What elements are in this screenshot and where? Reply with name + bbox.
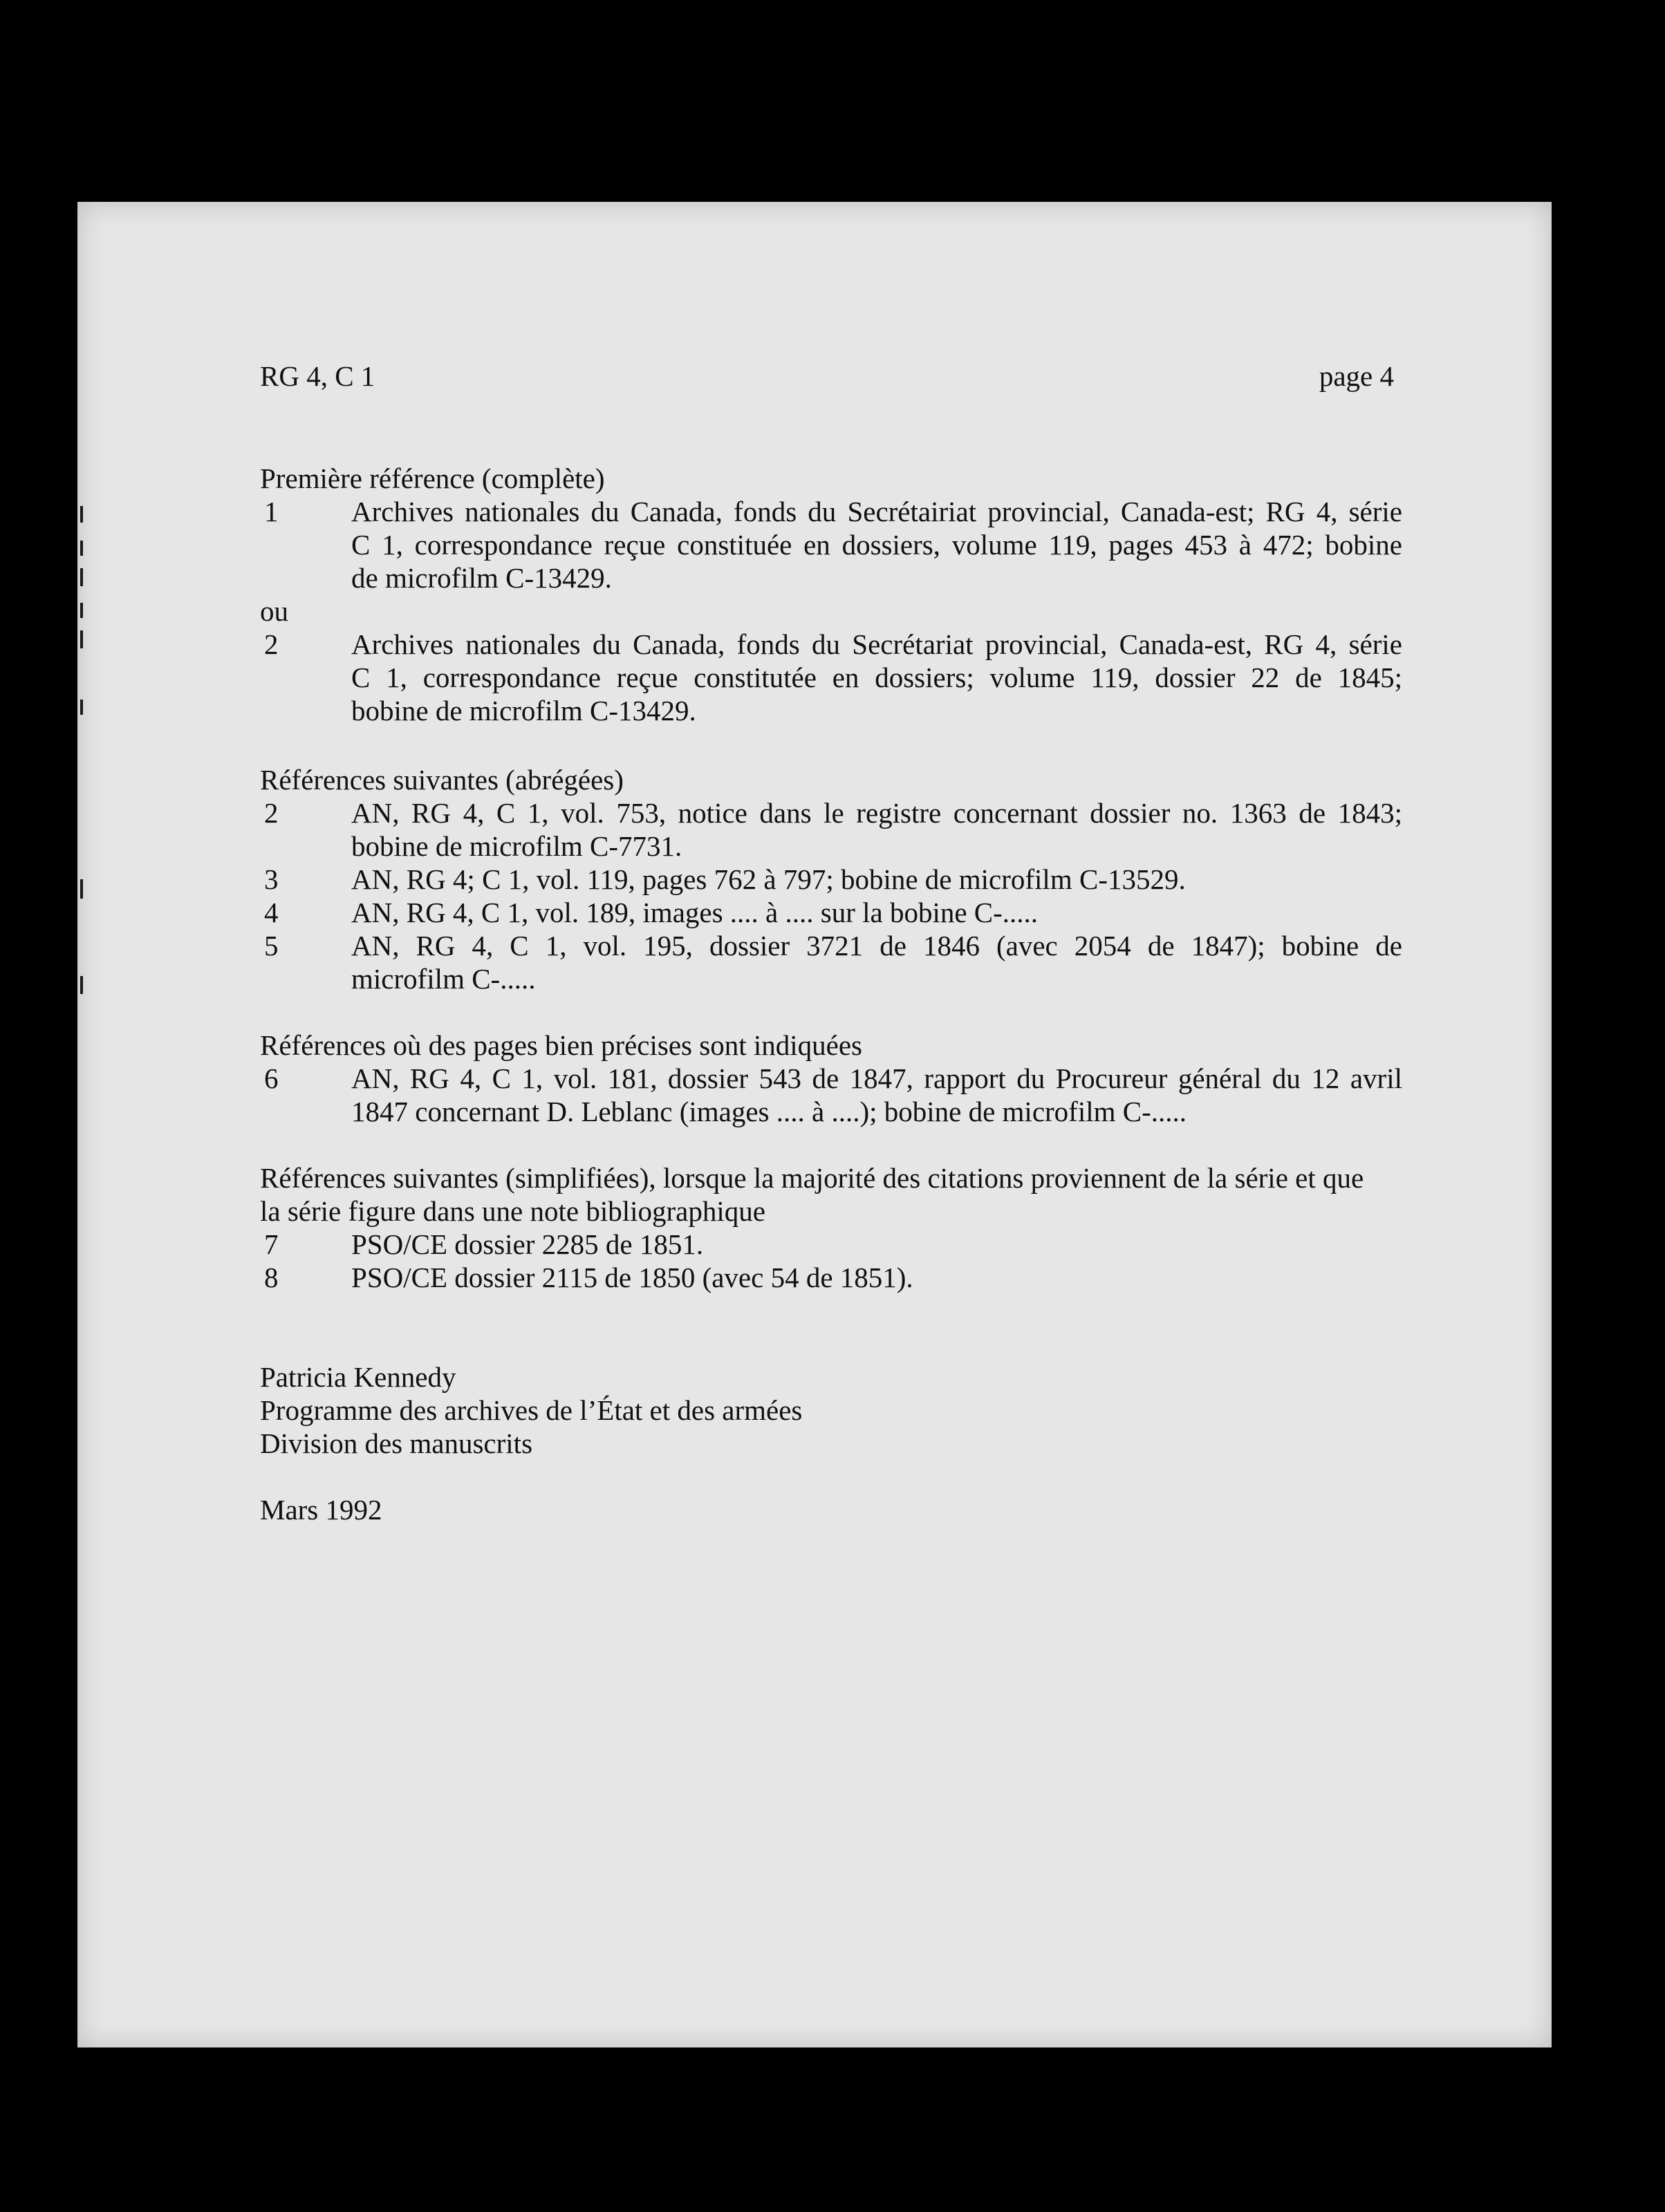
item-number: 8 bbox=[264, 1262, 279, 1293]
author-name: Patricia Kennedy bbox=[260, 1361, 456, 1393]
entry-line: 1847 concernant D. Leblanc (images .... à ....); bobine de microfilm C-..... bbox=[351, 1096, 1187, 1127]
following-entry bbox=[351, 863, 1402, 896]
division-name: Division des manuscrits bbox=[260, 1427, 533, 1459]
following-entry bbox=[351, 929, 1402, 995]
first-reference-heading: Première référence (complète) bbox=[260, 462, 605, 494]
item-number: 1 bbox=[264, 496, 279, 527]
item-number: 3 bbox=[264, 863, 279, 895]
precise-references-heading: Références où des pages bien précises sont indiquées bbox=[260, 1029, 862, 1061]
item-number: 6 bbox=[264, 1062, 279, 1094]
following-entry bbox=[351, 896, 1402, 929]
entry-line: AN, RG 4, C 1, vol. 195, dossier 3721 de 1846 (avec 2054 de 1847); bobine de bbox=[351, 930, 1402, 962]
edge-mark bbox=[80, 879, 83, 899]
edge-mark bbox=[80, 541, 83, 556]
entry-line: microfilm C-..... bbox=[351, 963, 536, 995]
page-number: page 4 bbox=[1319, 360, 1394, 392]
entry-line: Archives nationales du Canada, fonds du Secrétairiat provincial, Canada-est; RG 4, série bbox=[351, 496, 1402, 527]
entry-line: AN, RG 4, C 1, vol. 181, dossier 543 de 1847, rapport du Procureur général du 12 avril bbox=[351, 1062, 1402, 1094]
series-reference: RG 4, C 1 bbox=[260, 360, 375, 392]
entry-line: C 1, correspondance reçue constitutée en dossiers; volume 119, dossier 22 de 1845; bbox=[351, 662, 1402, 693]
document-date: Mars 1992 bbox=[260, 1494, 382, 1526]
simplified-references-heading-cont: la série figure dans une note bibliographique bbox=[260, 1195, 765, 1227]
simplified-entry: PSO/CE dossier 2285 de 1851. bbox=[351, 1228, 704, 1260]
entry-line: AN, RG 4, C 1, vol. 189, images .... à .... sur la bobine C-..... bbox=[351, 897, 1039, 928]
entry-line: AN, RG 4; C 1, vol. 119, pages 762 à 797; bobine de microfilm C-13529. bbox=[351, 863, 1186, 895]
edge-mark bbox=[80, 700, 83, 715]
precise-entry bbox=[351, 1062, 1402, 1128]
following-references-heading: Références suivantes (abrégées) bbox=[260, 764, 624, 796]
edge-mark bbox=[80, 630, 83, 648]
entry-line: C 1, correspondance reçue constituée en dossiers, volume 119, pages 453 à 472; bobine bbox=[351, 529, 1402, 561]
entry-line: bobine de microfilm C-7731. bbox=[351, 830, 682, 862]
item-number: 5 bbox=[264, 930, 279, 962]
edge-mark bbox=[80, 568, 83, 586]
following-entry bbox=[351, 796, 1402, 863]
entry-line: de microfilm C-13429. bbox=[351, 562, 612, 594]
reference-entry-1 bbox=[351, 495, 1402, 594]
item-number: 4 bbox=[264, 897, 279, 928]
reference-entry-2 bbox=[351, 628, 1402, 727]
edge-mark bbox=[80, 976, 83, 994]
or-label: ou bbox=[260, 595, 288, 627]
item-number: 2 bbox=[264, 628, 279, 660]
edge-mark bbox=[80, 603, 83, 618]
program-name: Programme des archives de l’État et des armées bbox=[260, 1394, 803, 1426]
simplified-entry: PSO/CE dossier 2115 de 1850 (avec 54 de 1851). bbox=[351, 1262, 913, 1293]
entry-line: bobine de microfilm C-13429. bbox=[351, 695, 696, 727]
item-number: 7 bbox=[264, 1228, 279, 1260]
entry-line: Archives nationales du Canada, fonds du Secrétariat provincial, Canada-est, RG 4, série bbox=[351, 628, 1402, 660]
entry-line: AN, RG 4, C 1, vol. 753, notice dans le registre concernant dossier no. 1363 de 1843; bbox=[351, 797, 1402, 829]
item-number: 2 bbox=[264, 797, 279, 829]
simplified-references-heading: Références suivantes (simplifiées), lorsque la majorité des citations proviennent de la série et que bbox=[260, 1162, 1364, 1194]
edge-mark bbox=[80, 506, 83, 523]
